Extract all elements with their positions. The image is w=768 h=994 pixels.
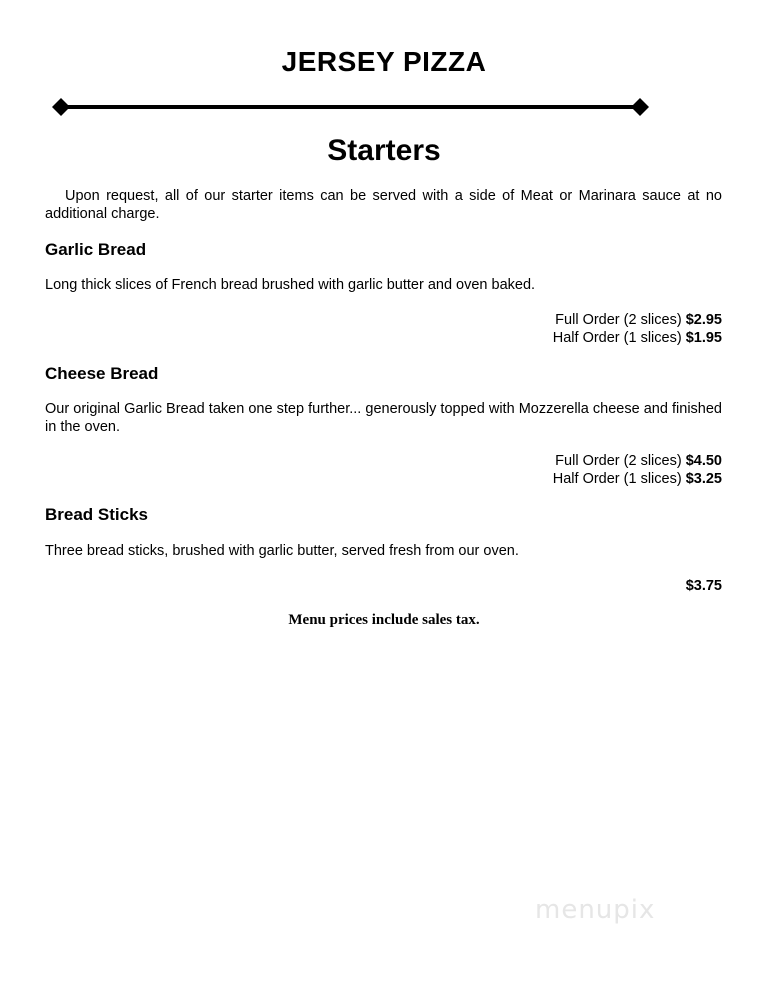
price-label: Full Order (2 slices) (555, 453, 682, 469)
item-prices-garlic-bread (553, 311, 722, 347)
price-line (553, 311, 722, 329)
price-value: $4.50 (685, 453, 722, 469)
page-title: JERSEY PIZZA (281, 46, 487, 77)
item-prices-cheese-bread (553, 452, 722, 488)
price-value: $1.95 (685, 330, 722, 346)
price-label: Half Order (1 slices) (552, 330, 682, 346)
item-prices-bread-sticks (686, 577, 722, 595)
divider-line (61, 105, 640, 109)
price-value: $2.95 (685, 312, 722, 328)
price-label: Full Order (2 slices) (555, 312, 682, 328)
price-line (553, 329, 722, 347)
title-divider (52, 97, 649, 117)
item-desc-bread-sticks: Three bread sticks, brushed with garlic butter, served fresh from our oven. (45, 543, 519, 559)
price-value: $3.25 (685, 471, 722, 487)
menupix-watermark: menupix (535, 895, 656, 925)
price-line (686, 577, 722, 595)
section-title: Starters (327, 134, 441, 167)
item-name-garlic-bread: Garlic Bread (45, 240, 147, 259)
item-desc-cheese-bread: Our original Garlic Bread taken one step further... generously topped with Mozzerella cheese and finished in the oven. (45, 401, 722, 435)
item-desc-garlic-bread: Long thick slices of French bread brushed with garlic butter and oven baked. (45, 277, 536, 293)
section-intro: Upon request, all of our starter items can be served with a side of Meat or Marinara sauce at no additional charge. (45, 188, 722, 222)
divider-right-diamond (631, 98, 649, 116)
item-name-bread-sticks: Bread Sticks (45, 505, 148, 524)
price-line (553, 470, 722, 488)
price-label: Half Order (1 slices) (552, 471, 682, 487)
item-name-cheese-bread: Cheese Bread (45, 364, 159, 383)
price-value: $3.75 (685, 578, 722, 594)
price-line (553, 452, 722, 470)
footer-note: Menu prices include sales tax. (288, 612, 480, 628)
